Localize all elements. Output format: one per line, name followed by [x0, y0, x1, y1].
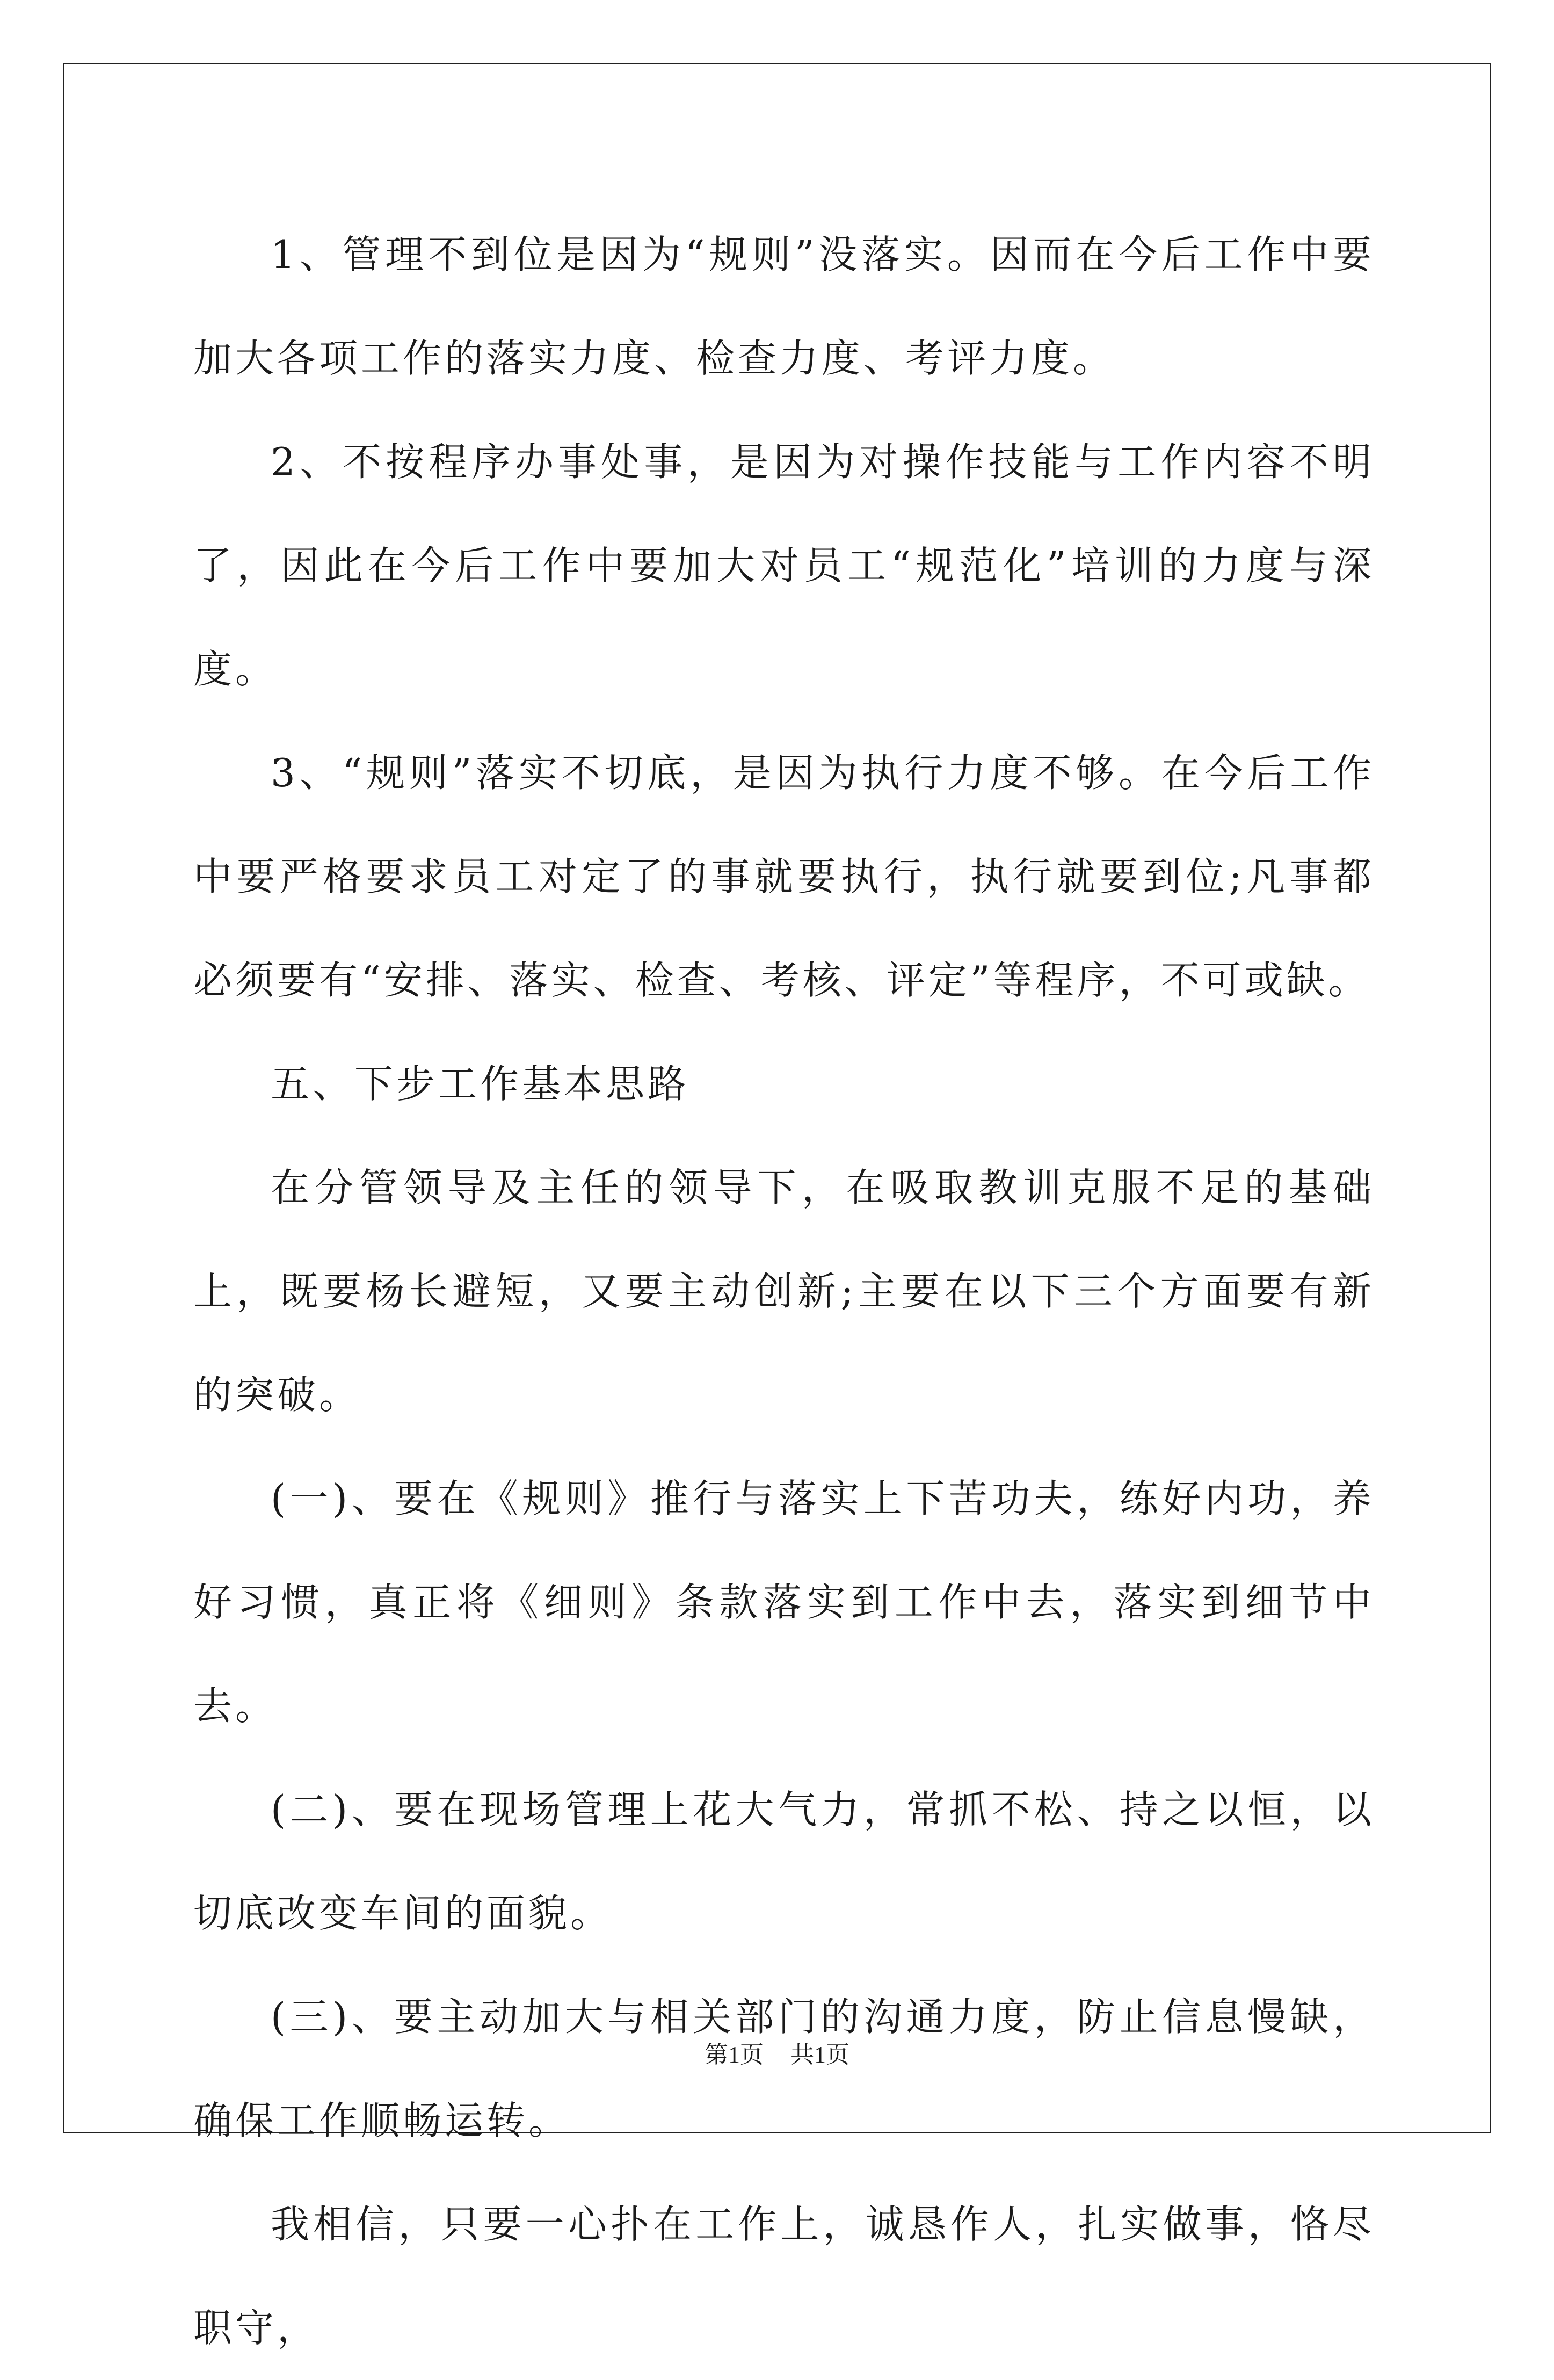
paragraph-4: 在分管领导及主任的领导下，在吸取教训克服不足的基础上，既要杨长避短，又要主动创新;主要在以下三个方面要有新的突破。 [193, 1165, 1375, 1417]
section-heading: 五、下步工作基本思路 [271, 1061, 690, 1106]
page-number: 第1页 [705, 2042, 764, 2068]
page-total: 共1页 [790, 2042, 849, 2068]
paragraph-3: 3、“规则”落实不切底，是因为执行力度不够。在今后工作中要严格要求员工对定了的事就要执行，执行就要到位;凡事都必须要有“安排、落实、检查、考核、评定”等程序，不可或缺。 [193, 750, 1375, 1003]
paragraph-7: (三)、要主动加大与相关部门的沟通力度，防止信息慢缺，确保工作顺畅运转。 [193, 1994, 1375, 2143]
paragraph-5: (一)、要在《规则》推行与落实上下苦功夫，练好内功，养好习惯，真正将《细则》条款落实到工作中去，落实到细节中去。 [193, 1476, 1375, 1728]
paragraph-6: (二)、要在现场管理上花大气力，常抓不松、持之以恒，以切底改变车间的面貌。 [193, 1787, 1375, 1936]
paragraph-1: 1、管理不到位是因为“规则”没落实。因而在今后工作中要加大各项工作的落实力度、检查力度、考评力度。 [193, 232, 1375, 381]
paragraph-2: 2、不按程序办事处事，是因为对操作技能与工作内容不明了，因此在今后工作中要加大对员工“规范化”培训的力度与深度。 [193, 439, 1375, 692]
paragraph-8: 我相信，只要一心扑在工作上，诚恳作人，扎实做事，恪尽职守， [193, 2202, 1375, 2350]
page-footer [0, 2039, 1554, 2071]
